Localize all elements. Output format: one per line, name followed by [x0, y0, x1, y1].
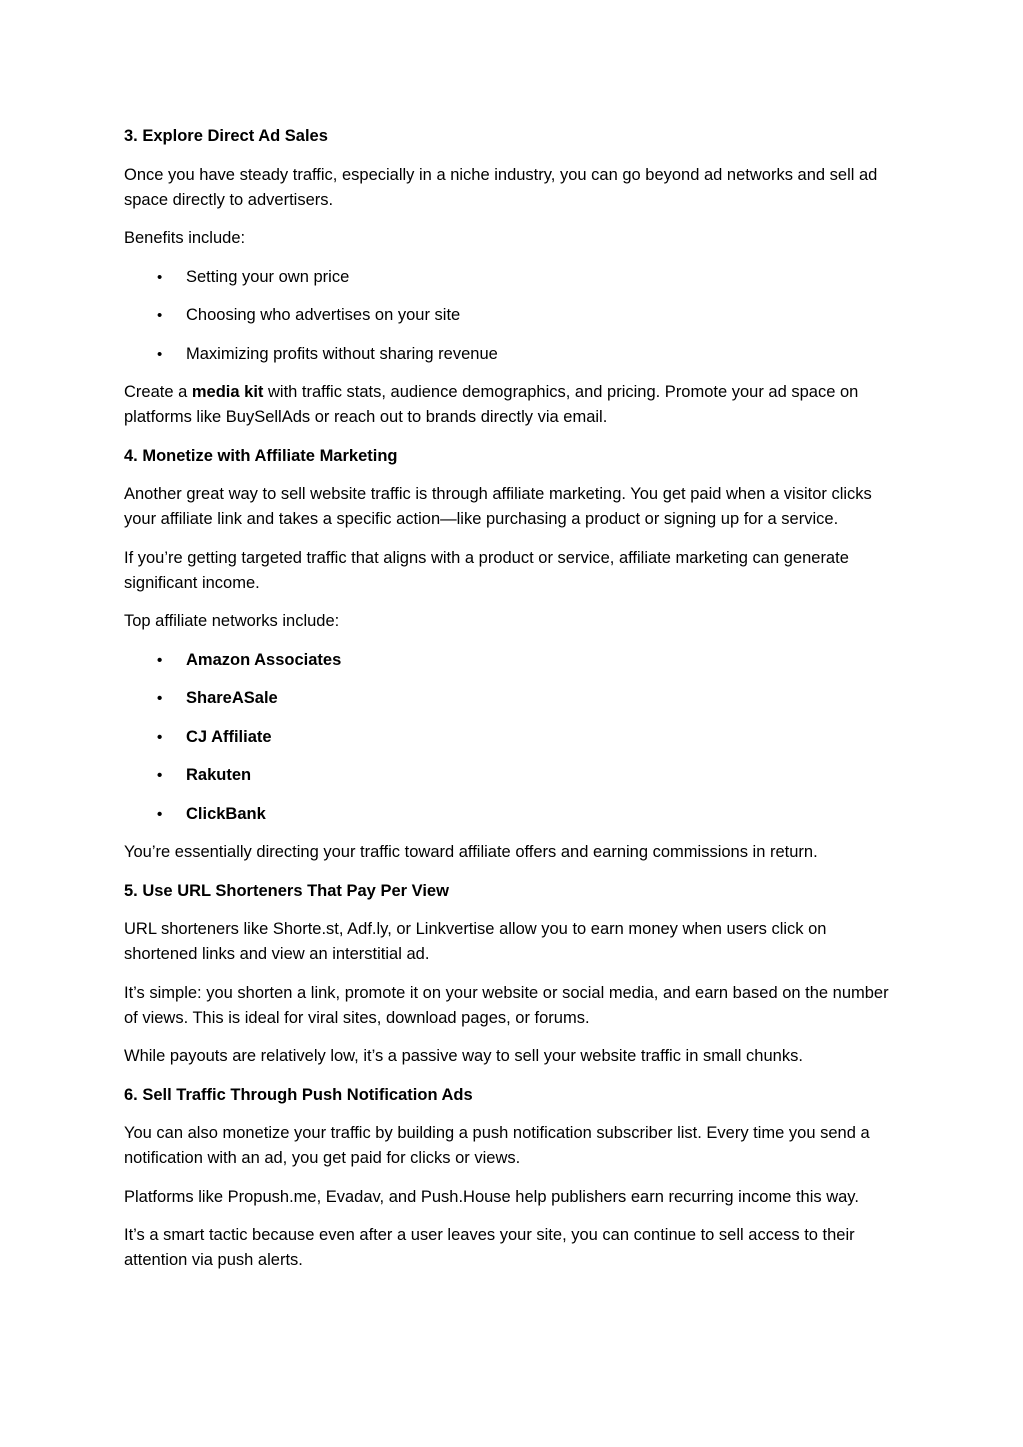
bullet-icon: •: [157, 651, 163, 669]
list-item: [157, 265, 899, 290]
networks-list: [124, 648, 899, 827]
list-item: [157, 725, 899, 750]
bullet-icon: •: [157, 728, 163, 746]
media-kit-paragraph: [124, 380, 899, 430]
list-item: [157, 648, 899, 673]
section-6-paragraph-3: It’s a smart tactic because even after a user leaves your site, you can continue to sell access to their attention via push alerts.: [124, 1226, 855, 1269]
list-item: [157, 303, 899, 328]
benefits-label: Benefits include:: [124, 229, 246, 247]
section-6-heading: 6. Sell Traffic Through Push Notification Ads: [124, 1085, 473, 1104]
list-item: [157, 342, 899, 367]
list-item-text: ClickBank: [186, 804, 266, 823]
media-kit-post-text: with traffic stats, audience demographics, and pricing. Promote your ad space on platforms like BuySellAds or reach out to brands directly via email.: [124, 383, 859, 426]
networks-label: Top affiliate networks include:: [124, 612, 340, 630]
benefits-list: [124, 265, 899, 367]
list-item: [157, 686, 899, 711]
section-4-paragraph-1: Another great way to sell website traffic is through affiliate marketing. You get paid when a visitor clicks your affiliate link and takes a specific action—like purchasing a product or signing up for a service.: [124, 485, 872, 528]
document-page: [124, 124, 899, 1287]
section-5-paragraph-1: URL shorteners like Shorte.st, Adf.ly, or Linkvertise allow you to earn money when users click on shortened links and view an interstitial ad.: [124, 920, 827, 963]
list-item-text: Amazon Associates: [186, 650, 342, 669]
section-5-paragraph-2: It’s simple: you shorten a link, promote it on your website or social media, and earn based on the number of views. This is ideal for viral sites, download pages, or forums.: [124, 983, 889, 1027]
bullet-icon: •: [157, 268, 163, 286]
section-5-paragraph-3: While payouts are relatively low, it’s a passive way to sell your website traffic in small chunks.: [124, 1047, 803, 1065]
section-4-paragraph-2: If you’re getting targeted traffic that aligns with a product or service, affiliate marketing can generate significant income.: [124, 548, 849, 592]
bullet-icon: •: [157, 690, 163, 707]
list-item-text: ShareASale: [186, 689, 278, 707]
bullet-icon: •: [157, 345, 163, 363]
media-kit-bold-text: media kit: [191, 383, 264, 401]
section-6-paragraph-1: You can also monetize your traffic by building a push notification subscriber list. Every time you send a notification with an ad, you get paid for clicks or views.: [124, 1124, 870, 1167]
section-3-heading: 3. Explore Direct Ad Sales: [124, 127, 328, 145]
section-6-paragraph-2: Platforms like Propush.me, Evadav, and Push.House help publishers earn recurring income this way.: [124, 1187, 859, 1206]
list-item-text: Maximizing profits without sharing revenue: [186, 344, 498, 363]
list-item-text: Setting your own price: [186, 267, 350, 286]
section-3-intro: Once you have steady traffic, especially in a niche industry, you can go beyond ad networks and sell ad space directly to advertisers.: [124, 165, 878, 209]
bullet-icon: •: [157, 805, 163, 823]
section-5-heading: 5. Use URL Shorteners That Pay Per View: [124, 881, 449, 900]
media-kit-pre-text: Create a: [124, 383, 192, 401]
section-4-heading: 4. Monetize with Affiliate Marketing: [124, 446, 398, 465]
list-item-text: CJ Affiliate: [186, 727, 272, 746]
list-item: [157, 763, 899, 788]
section-4-closing: You’re essentially directing your traffic toward affiliate offers and earning commissions in return.: [124, 843, 818, 861]
list-item-text: Choosing who advertises on your site: [186, 306, 461, 324]
bullet-icon: •: [157, 307, 163, 324]
bullet-icon: •: [157, 767, 163, 784]
list-item-text: Rakuten: [186, 766, 252, 784]
list-item: [157, 802, 899, 827]
